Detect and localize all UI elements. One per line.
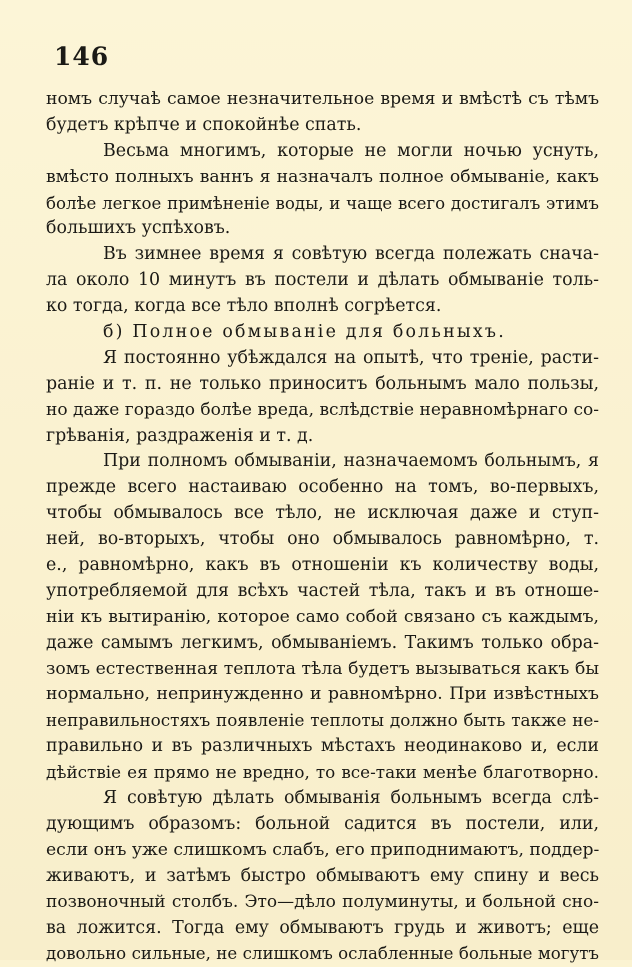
- text-line: большихъ успѣховъ.: [46, 218, 231, 239]
- body-text: [46, 87, 599, 967]
- text-line: Весьма многимъ, которые не могли ночью уснуть,: [103, 140, 599, 161]
- text-line: При полномъ обмываніи, назначаемомъ больнымъ, я: [103, 451, 599, 472]
- text-line: чтобы обмывалось все тѣло, не исключая даже и ступ-: [46, 503, 599, 524]
- text-line: Я постоянно убѣждался на опытѣ, что треніе, расти-: [103, 347, 599, 368]
- text-line: зомъ естественная теплота тѣла будетъ вызываться какъ бы: [46, 658, 599, 679]
- text-line: ва ложится. Тогда ему обмываютъ грудь и животъ; еще: [46, 917, 599, 938]
- text-line: вмѣсто полныхъ ваннъ я назначалъ полное обмываніе, какъ: [46, 166, 599, 187]
- text-line: болѣе легкое примѣненіе воды, и чаще всего достигалъ этимъ: [46, 193, 599, 213]
- text-line: е., равномѣрно, какъ въ отношеніи къ количеству воды,: [46, 555, 599, 576]
- text-line: живаютъ, и затѣмъ быстро обмываютъ ему спину и весь: [46, 865, 599, 886]
- text-line: номъ случаѣ самое незначительное время и вмѣстѣ съ тѣмъ: [46, 89, 599, 109]
- text-line: позвоночный столбъ. Это—дѣло полуминуты, и больной сно-: [46, 891, 599, 912]
- section-heading: б) Полное обмываніе для больныхъ.: [103, 322, 506, 343]
- text-line: Я совѣтую дѣлать обмыванія больнымъ всегда слѣ-: [103, 788, 599, 809]
- text-line: будетъ крѣпче и спокойнѣе спать.: [46, 114, 362, 135]
- text-line: нормально, непринужденно и равномѣрно. При извѣстныхъ: [46, 684, 599, 705]
- text-line: неправильностяхъ появленіе теплоты должно быть также не-: [46, 710, 599, 731]
- text-line: довольно сильные, не слишкомъ ослабленные больные могутъ: [46, 944, 599, 964]
- text-line: Въ зимнее время я совѣтую всегда полежать снача-: [103, 244, 599, 265]
- text-line: прежде всего настаиваю особенно на томъ, во-первыхъ,: [46, 477, 599, 498]
- text-line: дующимъ образомъ: больной садится въ постели, или,: [46, 813, 599, 834]
- text-line: ніи къ вытиранію, которое само собой связано съ каждымъ,: [46, 606, 599, 627]
- text-line: даже самымъ легкимъ, обмываніемъ. Такимъ только обра-: [46, 632, 599, 653]
- text-line: употребляемой для всѣхъ частей тѣла, такъ и въ отноше-: [46, 580, 599, 601]
- text-line: ней, во-вторыхъ, чтобы оно обмывалось равномѣрно, т.: [46, 529, 599, 550]
- text-line: ко тогда, когда все тѣло вполнѣ согрѣется.: [46, 296, 442, 317]
- text-line: грѣванія, раздраженія и т. д.: [46, 425, 314, 446]
- text-line: но даже гораздо болѣе вреда, вслѣдствіе неравномѣрнаго со-: [46, 399, 599, 420]
- text-line: если онъ уже слишкомъ слабъ, его приподнимаютъ, поддер-: [46, 839, 600, 860]
- text-line: раніе и т. п. не только приноситъ больнымъ мало пользы,: [46, 373, 599, 394]
- page-number: 146: [54, 42, 110, 71]
- text-line: правильно и въ различныхъ мѣстахъ неодинаково и, если: [46, 736, 599, 757]
- text-line: ла около 10 минутъ въ постели и дѣлать обмываніе толь-: [46, 270, 599, 291]
- text-line: дѣйствіе ея прямо не вредно, то все-таки менѣе благотворно.: [46, 762, 599, 783]
